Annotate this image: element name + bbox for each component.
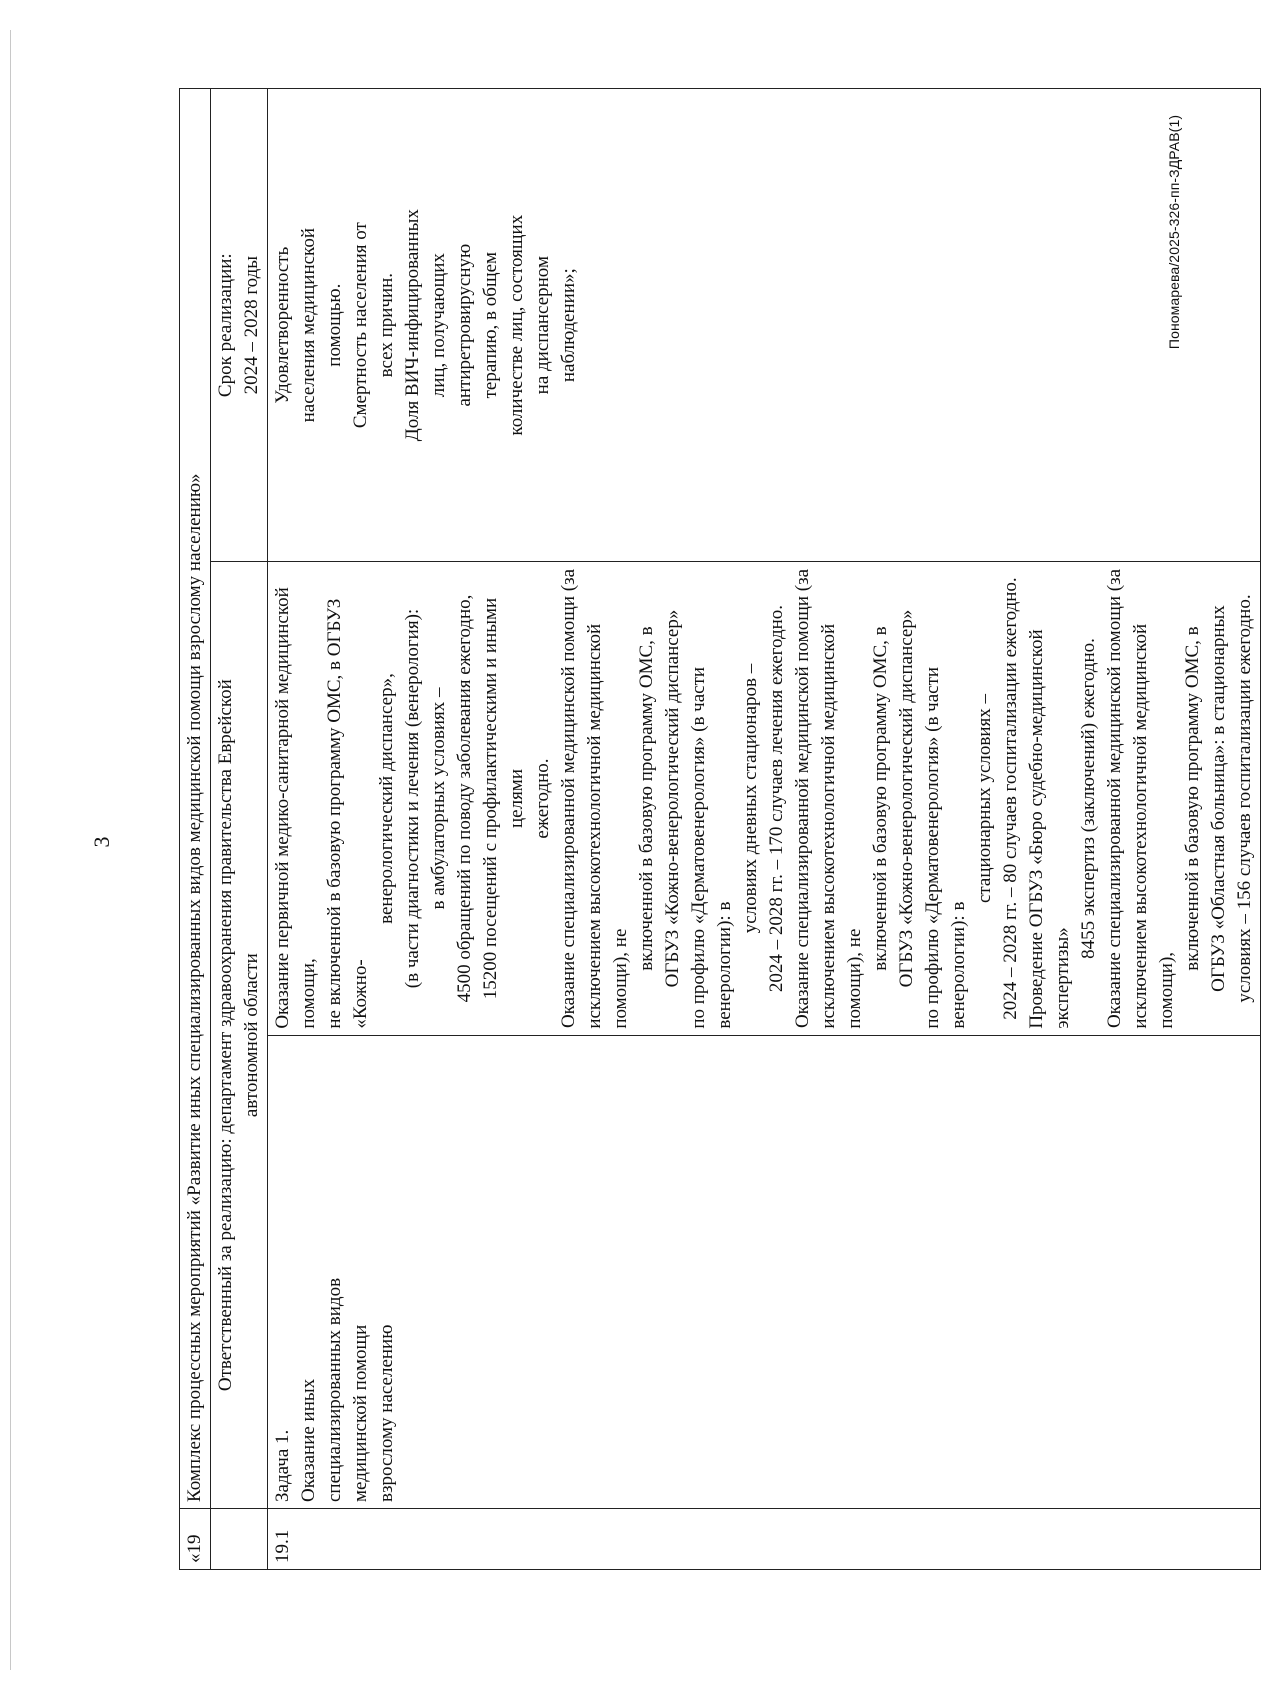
measure-line: ОГБУЗ «Областная больница»: в стационарных — [1208, 605, 1229, 992]
result-line: антиретровирусную — [454, 243, 475, 407]
term-line: 2024 – 2028 годы — [241, 255, 262, 395]
task-cell — [268, 1035, 1261, 1508]
measure-line: Оказание первичной медико-санитарной медицинской помощи, — [272, 587, 319, 1029]
measure-line: Оказание специализированной медицинской помощи (за — [1104, 568, 1125, 1029]
measure-line: не включенной в базовую программу ОМС, в ОГБУЗ «Кожно- — [324, 598, 371, 1029]
result-line: помощью. — [324, 283, 345, 367]
measure-line: исключением высокотехнологичной медицинской помощи), не — [584, 623, 631, 1029]
empty-number-cell — [211, 1509, 268, 1570]
measure-line: (в части диагностики и лечения (венерология): — [402, 608, 423, 989]
task-line: Задача 1. — [272, 1429, 293, 1502]
measure-line: Оказание специализированной медицинской помощи (за — [558, 568, 579, 1029]
section-number: «19 — [180, 1509, 211, 1570]
result-line: всех причин. — [376, 272, 397, 378]
measure-line: исключением высокотехнологичной медицинской помощи), — [1130, 623, 1177, 1029]
measure-line: по профилю «Дерматовенерология» (в части венерологии): в — [922, 666, 969, 1029]
task-row — [268, 89, 1261, 1570]
measure-line: Оказание специализированной медицинской помощи (за — [792, 568, 813, 1029]
measure-line: 2024 – 2028 гг. – 80 случаев госпитализации ежегодно. — [1000, 577, 1021, 1020]
measure-line: условиях дневных стационаров – — [740, 663, 761, 934]
task-line: Оказание иных — [298, 1378, 319, 1502]
responsible-line: автономной области — [241, 953, 262, 1118]
row-number: 19.1 — [268, 1509, 1261, 1570]
result-line: населения медицинской — [298, 228, 319, 423]
result-line: на диспансерном — [532, 256, 553, 395]
task-line: медицинской помощи — [350, 1324, 371, 1502]
measure-line: стационарных условиях – — [974, 693, 995, 904]
measure-line: ОГБУЗ «Кожно-венерологический диспансер» — [896, 609, 917, 988]
responsible-line: Ответственный за реализацию: департамент здравоохранения правительства Еврейской — [215, 679, 236, 1392]
term-cell — [211, 89, 268, 562]
measures-table — [179, 88, 1261, 1570]
result-line: Доля ВИЧ-инфицированных — [402, 209, 423, 442]
measure-line: ежегодно. — [532, 758, 553, 839]
responsible-cell — [211, 562, 268, 1509]
page-number: 3 — [89, 836, 114, 848]
measure-line: 15200 посещений с профилактическими и иными целями — [480, 597, 527, 1000]
measure-line: в амбулаторных условиях – — [428, 687, 449, 910]
result-line: Удовлетворенность — [272, 246, 293, 404]
task-line: специализированных видов — [324, 1277, 345, 1502]
measure-line: 2024 – 2028 гг. – 170 случаев лечения ежегодно. — [766, 604, 787, 993]
result-line: терапию, в общем — [480, 251, 501, 399]
task-line: взрослому населению — [376, 1324, 397, 1502]
results-cell — [268, 89, 1261, 562]
measures-cell — [268, 562, 1261, 1035]
result-line: Смертность населения от — [350, 222, 371, 429]
result-line: количестве лиц, состоящих — [506, 214, 527, 436]
measure-line: условиях – 156 случаев госпитализации ежегодно. — [1234, 594, 1255, 1003]
document-code: Пономарева/2025-326-пп-ЗДРАВ(1) — [1166, 114, 1182, 350]
measure-line: 8455 экспертиз (заключений) ежегодно. — [1078, 638, 1099, 959]
measure-line: венерологический диспансер», — [376, 673, 397, 924]
measure-line: Проведение ОГБУЗ «Бюро судебно-медицинской экспертизы» — [1026, 629, 1073, 1029]
measure-line: 4500 обращений по поводу заболевания ежегодно, — [454, 594, 475, 1003]
measure-line: ОГБУЗ «Кожно-венерологический диспансер» — [662, 609, 683, 988]
term-line: Срок реализации: — [215, 253, 236, 398]
measure-line: включенной в базовую программу ОМС, в — [636, 626, 657, 971]
section-title-row — [180, 89, 211, 1570]
scan-edge-line — [10, 30, 11, 1670]
result-line: лиц, получающих — [428, 253, 449, 398]
measure-line: по профилю «Дерматовенерология» (в части венерологии): в — [688, 666, 735, 1029]
measure-line: исключением высокотехнологичной медицинской помощи), не — [818, 623, 865, 1029]
section-title: Комплекс процессных мероприятий «Развитие иных специализированных видов медицинской помощи взрослому населению» — [180, 89, 211, 1509]
measure-line: включенной в базовую программу ОМС, в — [1182, 626, 1203, 971]
responsible-row — [211, 89, 268, 1570]
measure-line: включенной в базовую программу ОМС, в — [870, 626, 891, 971]
result-line: наблюдении»; — [558, 268, 579, 383]
